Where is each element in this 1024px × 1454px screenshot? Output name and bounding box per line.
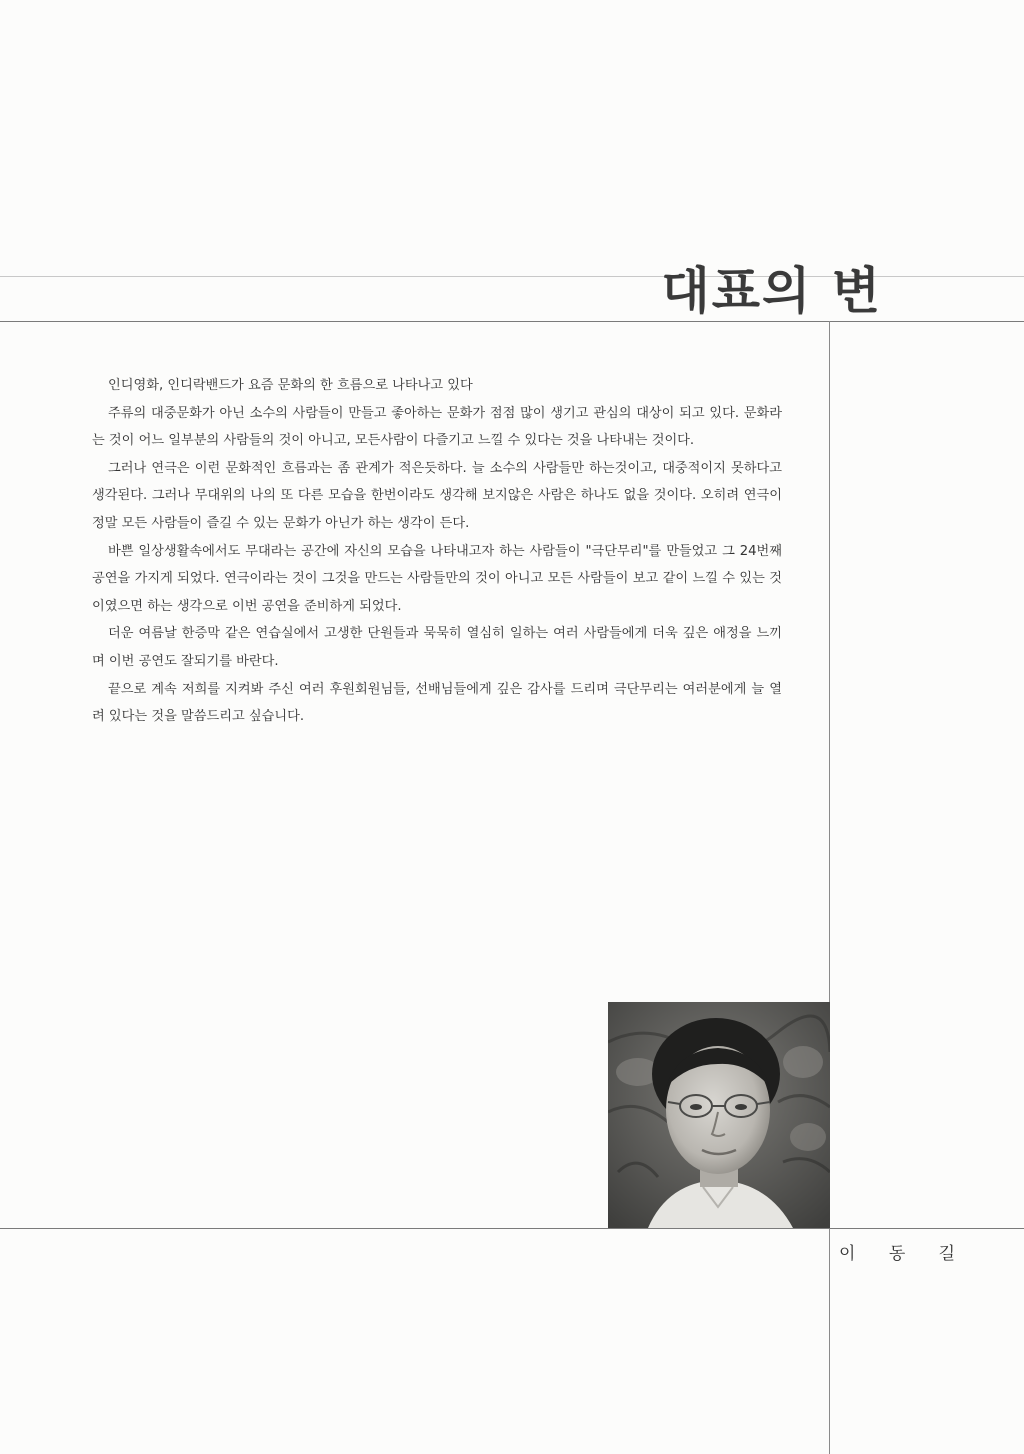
author-photo [608, 1002, 830, 1228]
body-paragraph: 바쁜 일상생활속에서도 무대라는 공간에 자신의 모습을 나타내고자 하는 사람들이 "극단무리"를 만들었고 그 24번째 공연을 가지게 되었다. 연극이라는 것이 그것을 만드는 사람들만의 것이 아니고 모든 사람들이 보고 같이 느낄 수 있는 것이였으면 하는 생각으로 이번 공연을 준비하게 되었다. [92, 543, 782, 614]
title-underline-rule [0, 321, 1024, 322]
body-paragraph: 주류의 대중문화가 아닌 소수의 사람들이 만들고 좋아하는 문화가 점점 많이 생기고 관심의 대상이 되고 있다. 문화라는 것이 어느 일부분의 사람들의 것이 아니고, 모든사람이 다즐기고 느낄 수 있다는 것을 나타내는 것이다. [92, 405, 782, 449]
page-title: 대표의 변 [661, 261, 882, 320]
body-paragraph: 인디영화, 인디락밴드가 요즘 문화의 한 흐름으로 나타나고 있다 [108, 378, 473, 393]
body-text [92, 372, 782, 731]
author-portrait-image [608, 1002, 830, 1228]
body-paragraph: 그러나 연극은 이런 문화적인 흐름과는 좀 관계가 적은듯하다. 늘 소수의 사람들만 하는것이고, 대중적이지 못하다고 생각된다. 그러나 무대위의 나의 또 다른 모습을 한번이라도 생각해 보지않은 사람은 하나도 없을 것이다. 오히려 연극이 정말 모든 사람들이 즐길 수 있는 문화가 아닌가 하는 생각이 든다. [92, 460, 782, 531]
body-paragraph: 더운 여름날 한증막 같은 연습실에서 고생한 단원들과 묵묵히 열심히 일하는 여러 사람들에게 더욱 깊은 애정을 느끼며 이번 공연도 잘되기를 바란다. [92, 626, 782, 669]
author-name: 이 동 길 [839, 1244, 970, 1264]
body-paragraph: 끝으로 계속 저희를 지켜봐 주신 여러 후원회원님들, 선배님들에게 깊은 감사를 드리며 극단무리는 여러분에게 늘 열려 있다는 것을 말씀드리고 싶습니다. [92, 681, 782, 725]
vertical-margin-rule [829, 321, 830, 1454]
bottom-rule [0, 1228, 1024, 1229]
